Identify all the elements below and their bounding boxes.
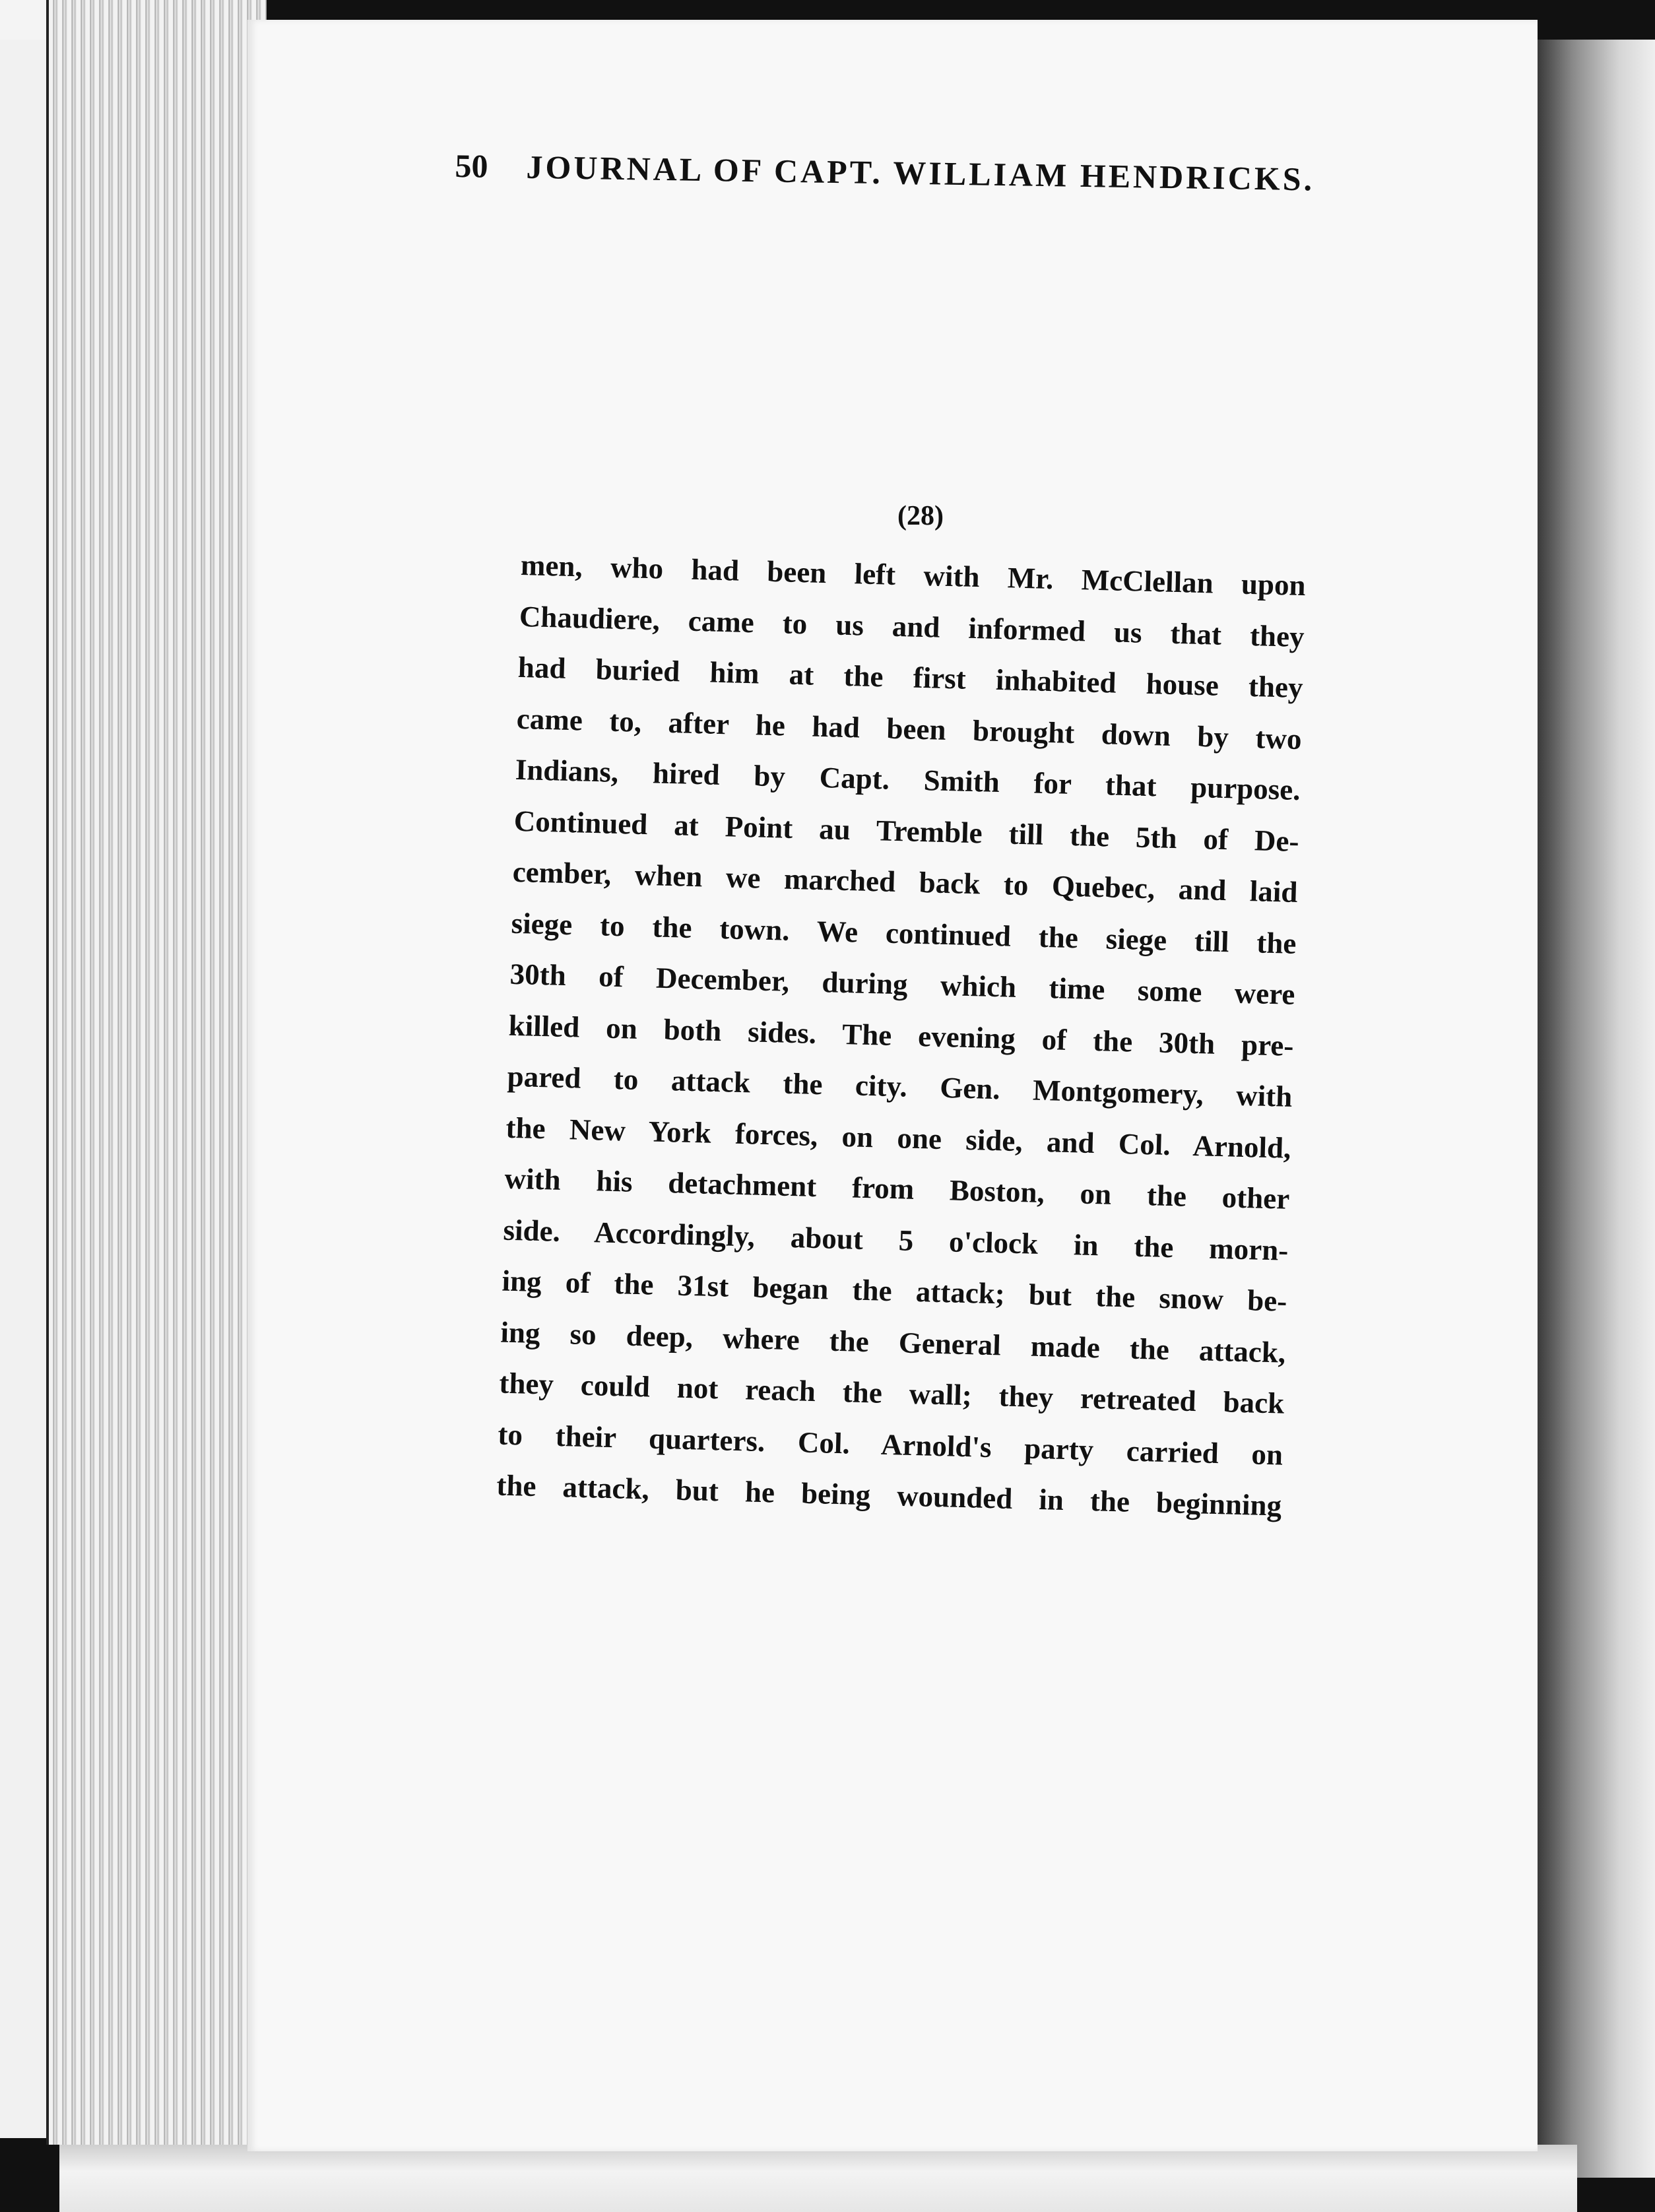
text-line: cember, when we marched back to Quebec, and laid bbox=[512, 855, 1299, 909]
text-line: came to, after he had been brought down by two bbox=[516, 701, 1303, 756]
text-line: side. Accordingly, about 5 o'clock in the morn- bbox=[502, 1213, 1289, 1267]
section-number: (28) bbox=[897, 501, 944, 531]
text-line: Chaudiere, came to us and informed us that they bbox=[519, 599, 1305, 653]
text-line: with his detachment from Boston, on the other bbox=[504, 1161, 1290, 1216]
text-line: siege to the town. We continued the siege till the bbox=[511, 906, 1297, 960]
text-line: had buried him at the first inhabited house they bbox=[517, 650, 1304, 705]
text-line: Continued at Point au Tremble till the 5th of De- bbox=[513, 804, 1300, 858]
right-page-shadow bbox=[1538, 40, 1655, 2178]
text-line: men, who had been left with Mr. McClellan upon bbox=[520, 548, 1307, 602]
text-line: pared to attack the city. Gen. Montgomery, with bbox=[507, 1059, 1293, 1113]
page-number: 50 bbox=[455, 146, 488, 185]
text-line: the New York forces, on one side, and Col. Arnold, bbox=[505, 1111, 1291, 1165]
book-page-edges bbox=[46, 0, 267, 2145]
text-line: killed on both sides. The evening of the 30th pre- bbox=[508, 1008, 1294, 1062]
binding-strip bbox=[0, 40, 53, 2138]
text-line: the attack, but he being wounded in the beginning bbox=[496, 1468, 1282, 1522]
running-title: JOURNAL OF CAPT. WILLIAM HENDRICKS. bbox=[526, 148, 1315, 198]
bottom-page-edge bbox=[59, 2145, 1577, 2212]
text-line: to their quarters. Col. Arnold's party carried on bbox=[497, 1417, 1283, 1472]
text-line: they could not reach the wall; they retreated back bbox=[498, 1366, 1285, 1420]
text-line: ing so deep, where the General made the attack, bbox=[500, 1315, 1286, 1369]
text-line: 30th of December, during which time some were bbox=[509, 957, 1296, 1011]
body-text bbox=[496, 540, 1306, 1532]
text-line: Indians, hired by Capt. Smith for that purpose. bbox=[515, 752, 1301, 807]
text-line: ing of the 31st began the attack; but the snow be- bbox=[501, 1264, 1287, 1318]
